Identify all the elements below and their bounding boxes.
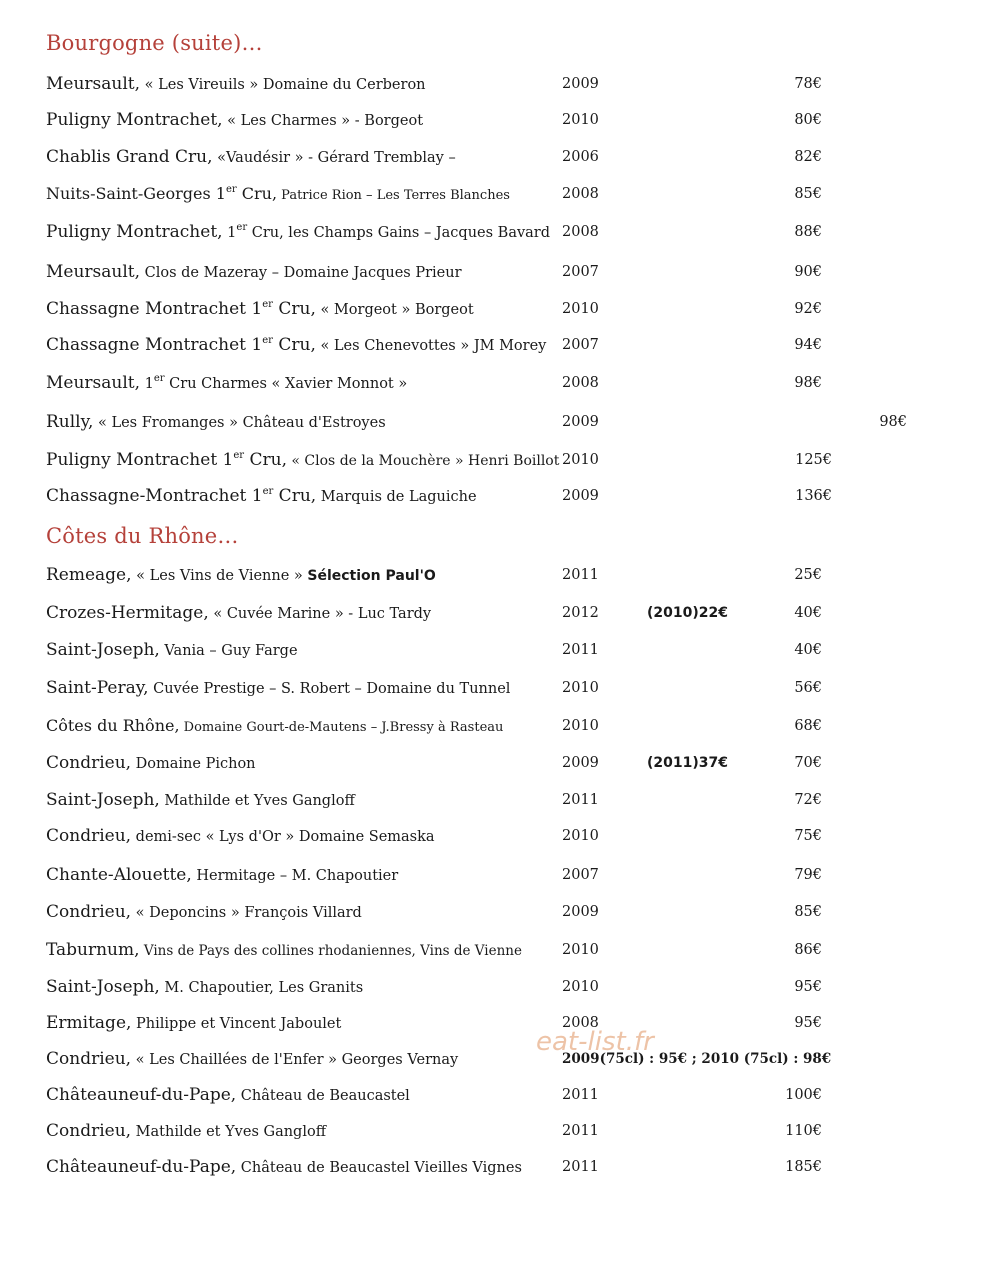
vintage-price-note: 2009(75cl) : 95€ ; 2010 (75cl) : 98€ bbox=[562, 1051, 832, 1067]
wine-year: 2010 bbox=[562, 301, 599, 317]
wine-year: 2008 bbox=[562, 1015, 599, 1031]
wine-price: 79€ bbox=[794, 867, 822, 883]
wine-price: 70€ bbox=[794, 755, 822, 771]
wine-price: 40€ bbox=[794, 605, 822, 621]
wine-price: 95€ bbox=[794, 979, 822, 995]
wine-year: 2009 bbox=[562, 904, 599, 920]
section-title-cotes-du-rhone: Côtes du Rhône… bbox=[46, 524, 239, 548]
vintage-alt-price: (2011)37€ bbox=[647, 755, 728, 771]
wine-row: Chablis Grand Cru, «Vaudésir » - Gérard Tremblay – 2006 82€ bbox=[46, 147, 822, 167]
wine-row: Meursault, 1er Cru Charmes « Xavier Monnot » 2008 98€ bbox=[46, 373, 822, 393]
wine-row: Nuits-Saint-Georges 1er Cru, Patrice Rion – Les Terres Blanches 2008 85€ bbox=[46, 184, 822, 203]
wine-price: 68€ bbox=[794, 718, 822, 734]
wine-price: 95€ bbox=[794, 1015, 822, 1031]
wine-row: Châteauneuf-du-Pape, Château de Beaucastel Vieilles Vignes 2011 185€ bbox=[46, 1157, 822, 1177]
wine-row: Condrieu, Mathilde et Yves Gangloff 2011 110€ bbox=[46, 1121, 822, 1141]
section-title-bourgogne: Bourgogne (suite)… bbox=[46, 31, 263, 55]
wine-row: Remeage, « Les Vins de Vienne » Sélection Paul'O 2011 25€ bbox=[46, 565, 822, 585]
wine-price: 86€ bbox=[794, 942, 822, 958]
wine-price: 85€ bbox=[794, 186, 822, 202]
wine-year: 2011 bbox=[562, 567, 599, 583]
wine-year: 2008 bbox=[562, 375, 599, 391]
wine-price: 136€ bbox=[795, 488, 832, 504]
wine-row: Meursault, Clos de Mazeray – Domaine Jacques Prieur 2007 90€ bbox=[46, 262, 822, 282]
wine-row: Châteauneuf-du-Pape, Château de Beaucastel 2011 100€ bbox=[46, 1085, 822, 1105]
wine-price: 100€ bbox=[785, 1087, 822, 1103]
wine-row: Condrieu, demi-sec « Lys d'Or » Domaine Semaska 2010 75€ bbox=[46, 826, 822, 846]
wine-row: Saint-Joseph, Vania – Guy Farge 2011 40€ bbox=[46, 640, 822, 660]
wine-year: 2009 bbox=[562, 755, 599, 771]
wine-price: 80€ bbox=[794, 112, 822, 128]
wine-price: 125€ bbox=[795, 452, 832, 468]
wine-year: 2010 bbox=[562, 942, 599, 958]
wine-row: Côtes du Rhône, Domaine Gourt-de-Mautens – J.Bressy à Rasteau 2010 68€ bbox=[46, 716, 822, 735]
wine-row: Puligny Montrachet, « Les Charmes » - Borgeot 2010 80€ bbox=[46, 110, 822, 130]
wine-year: 2007 bbox=[562, 337, 599, 353]
wine-price: 75€ bbox=[794, 828, 822, 844]
wine-price: 185€ bbox=[785, 1159, 822, 1175]
wine-year: 2011 bbox=[562, 1159, 599, 1175]
watermark-logo: eat-list.fr bbox=[536, 1027, 654, 1057]
wine-row: Rully, « Les Fromanges » Château d'Estroyes 2009 98€ bbox=[46, 412, 907, 432]
wine-year: 2007 bbox=[562, 264, 599, 280]
wine-year: 2010 bbox=[562, 452, 599, 468]
wine-year: 2009 bbox=[562, 76, 599, 92]
wine-row: Ermitage, Philippe et Vincent Jaboulet 2008 95€ bbox=[46, 1013, 822, 1033]
wine-year: 2008 bbox=[562, 186, 599, 202]
wine-price: 98€ bbox=[879, 414, 907, 430]
wine-row: Saint-Peray, Cuvée Prestige – S. Robert – Domaine du Tunnel 2010 56€ bbox=[46, 678, 822, 698]
wine-price: 78€ bbox=[794, 76, 822, 92]
wine-price: 40€ bbox=[794, 642, 822, 658]
wine-price: 110€ bbox=[785, 1123, 822, 1139]
wine-year: 2011 bbox=[562, 1087, 599, 1103]
wine-row: Taburnum, Vins de Pays des collines rhodaniennes, Vins de Vienne 2010 86€ bbox=[46, 940, 822, 960]
wine-year: 2009 bbox=[562, 414, 599, 430]
wine-price: 72€ bbox=[794, 792, 822, 808]
wine-year: 2011 bbox=[562, 792, 599, 808]
wine-price: 88€ bbox=[794, 224, 822, 240]
wine-row: Puligny Montrachet, 1er Cru, les Champs Gains – Jacques Bavard 2008 88€ bbox=[46, 222, 822, 242]
wine-price: 90€ bbox=[794, 264, 822, 280]
wine-year: 2006 bbox=[562, 149, 599, 165]
wine-row: Chante-Alouette, Hermitage – M. Chapoutier 2007 79€ bbox=[46, 865, 822, 885]
wine-year: 2011 bbox=[562, 642, 599, 658]
wine-price: 92€ bbox=[794, 301, 822, 317]
wine-year: 2010 bbox=[562, 718, 599, 734]
wine-year: 2010 bbox=[562, 680, 599, 696]
wine-price: 98€ bbox=[794, 375, 822, 391]
wine-row: Condrieu, Domaine Pichon 2009 (2011)37€ 70€ bbox=[46, 753, 822, 773]
vintage-alt-price: (2010)22€ bbox=[647, 605, 728, 621]
wine-year: 2009 bbox=[562, 488, 599, 504]
wine-price: 82€ bbox=[794, 149, 822, 165]
wine-row: Saint-Joseph, M. Chapoutier, Les Granits 2010 95€ bbox=[46, 977, 822, 997]
wine-row: Meursault, « Les Vireuils » Domaine du Cerberon 2009 78€ bbox=[46, 74, 822, 94]
wine-price: 94€ bbox=[794, 337, 822, 353]
wine-year: 2008 bbox=[562, 224, 599, 240]
wine-row: Condrieu, « Deponcins » François Villard 2009 85€ bbox=[46, 902, 822, 922]
wine-price: 25€ bbox=[794, 567, 822, 583]
wine-year: 2010 bbox=[562, 979, 599, 995]
wine-price: 85€ bbox=[794, 904, 822, 920]
wine-row: Condrieu, « Les Chaillées de l'Enfer » Georges Vernay 2009(75cl) : 95€ ; 2010 (75cl) : 98€ bbox=[46, 1049, 832, 1069]
wine-year: 2007 bbox=[562, 867, 599, 883]
wine-row: Crozes-Hermitage, « Cuvée Marine » - Luc Tardy 2012 (2010)22€ 40€ bbox=[46, 603, 822, 623]
wine-row: Chassagne-Montrachet 1er Cru, Marquis de Laguiche 2009 136€ bbox=[46, 486, 832, 506]
wine-year: 2010 bbox=[562, 112, 599, 128]
selection-label: Sélection Paul'O bbox=[307, 568, 436, 584]
wine-row: Chassagne Montrachet 1er Cru, « Morgeot » Borgeot 2010 92€ bbox=[46, 299, 822, 319]
wine-row: Chassagne Montrachet 1er Cru, « Les Chenevottes » JM Morey 2007 94€ bbox=[46, 335, 822, 355]
wine-row: Puligny Montrachet 1er Cru, « Clos de la Mouchère » Henri Boillot 2010 125€ bbox=[46, 450, 832, 470]
wine-year: 2012 bbox=[562, 605, 599, 621]
wine-year: 2010 bbox=[562, 828, 599, 844]
wine-price: 56€ bbox=[794, 680, 822, 696]
wine-row: Saint-Joseph, Mathilde et Yves Gangloff 2011 72€ bbox=[46, 790, 822, 810]
wine-year: 2011 bbox=[562, 1123, 599, 1139]
